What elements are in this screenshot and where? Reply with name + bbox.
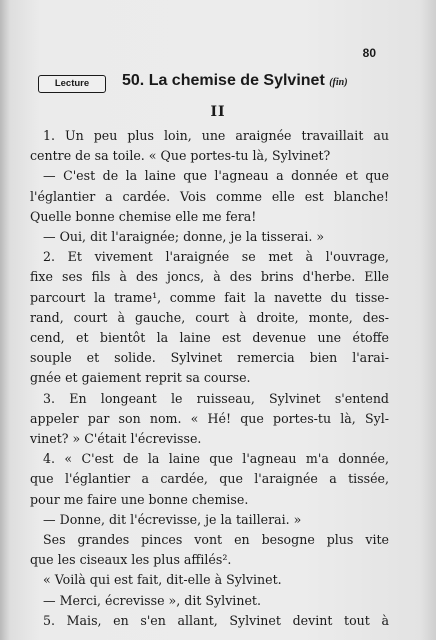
text-line: « Voilà qui est fait, dit-elle à Sylvinet. — [43, 572, 282, 588]
text-line: 2. Et vivement l'araignée se met à l'ouvrage, — [43, 249, 389, 265]
text-line: — Oui, dit l'araignée; donne, je la tisserai. » — [43, 229, 325, 245]
section-heading: II — [210, 104, 226, 120]
text-line: fixe ses fils à des joncs, à des brins d'herbe. Elle — [30, 269, 389, 285]
text-line: pour me faire une bonne chemise. — [30, 491, 249, 507]
text-line: centre de sa toile. « Que portes-tu là, Sylvinet? — [30, 148, 331, 164]
text-line: souple et solide. Sylvinet remercia bien l'arai- — [30, 350, 389, 366]
body-text — [30, 126, 389, 631]
lesson-title-text: 50. La chemise de Sylvinet — [122, 72, 325, 89]
text-line: cend, et bientôt la laine est devenue une étoffe — [30, 330, 389, 346]
text-line: Quelle bonne chemise elle me fera! — [30, 208, 257, 224]
text-line: rand, court à gauche, court à droite, monte, des- — [30, 309, 389, 325]
text-line: 3. En longeant le ruisseau, Sylvinet s'entend — [43, 390, 389, 406]
text-line: que les ciseaux les plus affilés². — [30, 552, 232, 568]
text-line: 5. Mais, en s'en allant, Sylvinet devint tout à — [43, 612, 389, 628]
text-line: 1. Un peu plus loin, une araignée travaillait au — [43, 128, 389, 143]
text-line: vinet? » C'était l'écrevisse. — [30, 431, 202, 447]
text-line: l'églantier a cardée. Vois comme elle est blanche! — [30, 188, 389, 204]
lesson-title — [122, 72, 348, 90]
text-line: gnée et gaiement reprit sa course. — [30, 370, 251, 386]
text-line: — Merci, écrevisse », dit Sylvinet. — [43, 592, 261, 608]
text-line: Ses grandes pinces vont en besogne plus vite — [43, 532, 389, 548]
text-line: parcourt la trame¹, comme fait la navette du tisse- — [30, 289, 389, 305]
lesson-title-suffix: (fin) — [329, 77, 348, 88]
page-number: 80 — [362, 46, 376, 60]
text-line: appeler par son nom. « Hé! que portes-tu là, Syl- — [30, 410, 389, 426]
text-line: que l'églantier a cardée, que l'araignée a tissée, — [30, 471, 389, 487]
text-line: — C'est de la laine que l'agneau a donnée et que — [43, 168, 389, 184]
lesson-header — [38, 74, 396, 96]
text-line: — Donne, dit l'écrevisse, je la taillerai. » — [43, 511, 302, 527]
text-line: 4. « C'est de la laine que l'agneau m'a donnée, — [43, 451, 389, 467]
lecture-badge: Lecture — [38, 75, 106, 93]
